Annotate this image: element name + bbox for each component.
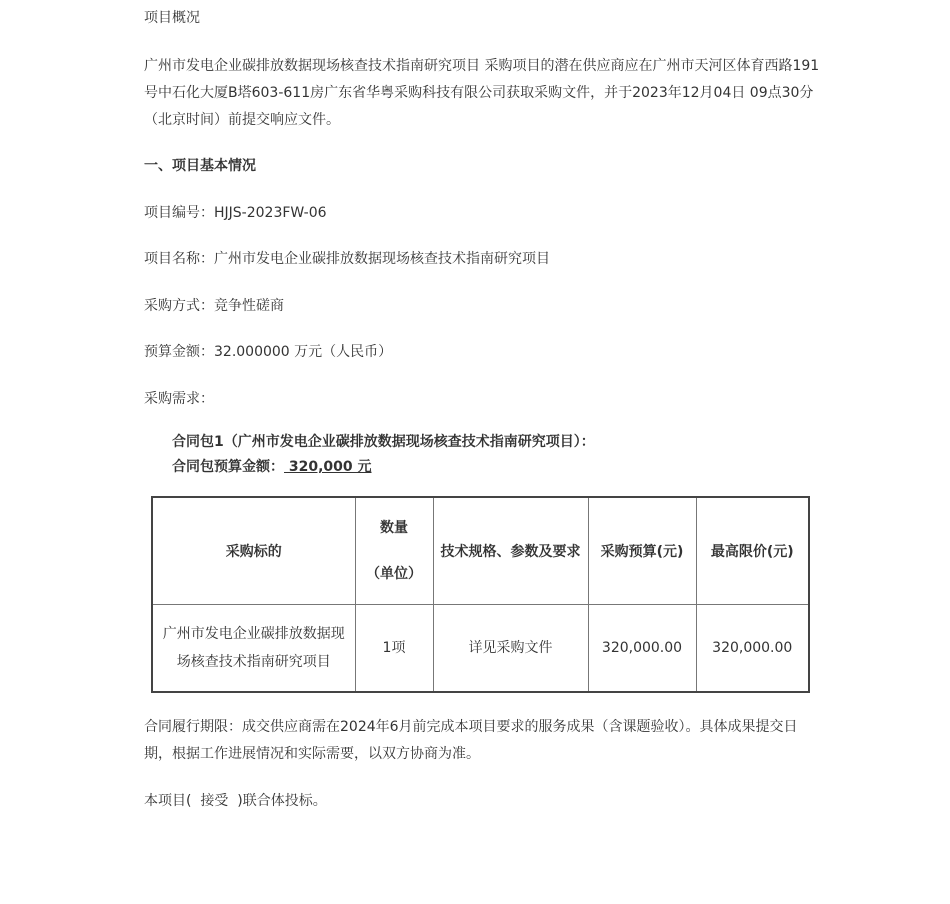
package-title: 合同包1（广州市发电企业碳排放数据现场核查技术指南研究项目）：: [172, 434, 595, 450]
table-header-row: [152, 497, 809, 605]
overview-heading: 项目概况: [144, 10, 200, 26]
overview-text-line-1: 广州市发电企业碳排放数据现场核查技术指南研究项目 采购项目的潜在供应商应在广州市天河区体育西路191: [144, 58, 820, 74]
project-number: 项目编号：HJJS-2023FW-06: [144, 205, 327, 221]
contract-term-line-2: 期，根据工作进展情况和实际需要，以双方协商为准。: [144, 746, 480, 762]
cell-subject: [152, 605, 355, 693]
cell-subject-line-2: 场核查技术指南研究项目: [176, 654, 331, 670]
requirements-label: 采购需求：: [144, 391, 214, 407]
cell-budget: 320,000.00: [588, 605, 696, 693]
project-name: 项目名称：广州市发电企业碳排放数据现场核查技术指南研究项目: [144, 251, 550, 267]
cell-quantity: 1项: [355, 605, 433, 693]
package-budget: [172, 452, 372, 482]
contract-term-line-1: 合同履行期限：成交供应商需在2024年6月前完成本项目要求的服务成果（含课题验收）。具体成果提交日: [144, 719, 798, 735]
budget-amount: 预算金额：32.000000 万元（人民币）: [144, 344, 393, 360]
consortium-statement: 本项目( 接受 )联合体投标。: [144, 793, 327, 809]
header-quantity: [355, 497, 433, 605]
header-subject: 采购标的: [152, 497, 355, 605]
overview-text-line-3: （北京时间）前提交响应文件。: [144, 112, 340, 128]
table-row: [152, 605, 809, 693]
overview-text-line-2: 号中石化大厦B塔603-611房广东省华粤采购科技有限公司获取采购文件，并于2023年12月04日 09点30分: [144, 85, 814, 101]
header-quantity-line-1: 数量: [380, 520, 408, 536]
header-specs: 技术规格、参数及要求: [433, 497, 588, 605]
cell-max-price: 320,000.00: [696, 605, 809, 693]
package-budget-amount: 320,000 元: [284, 459, 372, 475]
header-quantity-line-2: （单位）: [366, 566, 422, 582]
requirements-table: [151, 496, 810, 693]
section-heading-basic-info: 一、项目基本情况: [144, 158, 256, 174]
package-budget-label: 合同包预算金额：: [172, 459, 284, 475]
header-max-price: 最高限价(元): [696, 497, 809, 605]
procurement-method: 采购方式：竞争性磋商: [144, 298, 284, 314]
header-budget: 采购预算(元): [588, 497, 696, 605]
cell-subject-line-1: 广州市发电企业碳排放数据现: [162, 626, 345, 642]
cell-specs: 详见采购文件: [433, 605, 588, 693]
